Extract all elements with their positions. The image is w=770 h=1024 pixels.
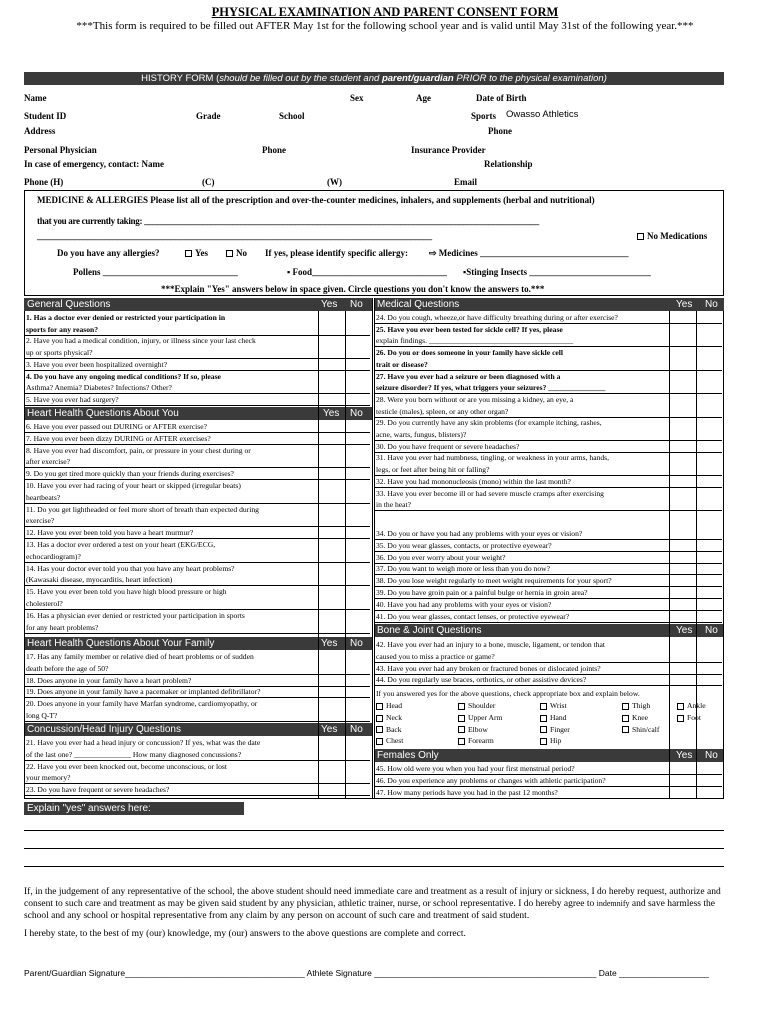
question-text: 25. Have you ever been tested for sickle cell? If yes, please <box>376 324 563 334</box>
allergy-specify: If yes, please identify specific allergy: <box>265 248 408 258</box>
question-text: of the last one? _______________ How many diagnosed concussions? <box>26 749 242 759</box>
question-text: your memory? <box>26 773 71 783</box>
body-part-option[interactable] <box>540 725 570 735</box>
pollens-field[interactable]: Pollens ______________________________ <box>73 267 238 277</box>
question-text: 5. Have you ever had surgery? <box>26 394 119 404</box>
email-label[interactable]: Email <box>454 177 478 187</box>
question-text: 8. Have you ever had discomfort, pain, or pressure in your chest during or <box>26 445 251 455</box>
body-part-option[interactable] <box>458 736 494 746</box>
heart-questions-header <box>24 407 372 420</box>
question-text: after exercise? <box>26 457 71 467</box>
body-part-label: Forearm <box>468 736 494 746</box>
body-part-label: Thigh <box>632 701 651 710</box>
row-divider <box>24 405 370 406</box>
history-bar-text-d: PRIOR to the physical examination) <box>456 73 607 84</box>
body-part-option[interactable] <box>677 713 701 723</box>
body-part-label: Hand <box>550 712 567 722</box>
history-bar-text-b: should be filled out by the student and <box>219 73 380 84</box>
body-part-checkbox[interactable] <box>622 715 629 722</box>
question-text: 15. Have you ever been told you have high blood pressure or high <box>26 587 227 597</box>
no-meds-checkbox[interactable] <box>637 233 644 240</box>
question-text: 1. Has a doctor ever denied or restricted your participation in <box>26 313 226 322</box>
yes-col: Yes <box>321 724 338 735</box>
meds-line1: MEDICINE & ALLERGIES Please list all of the prescription and over-the-counter medicines, inhalers, and supplements (herbal and nutritional) <box>37 195 595 205</box>
family-questions-header <box>24 637 372 650</box>
body-part-label: Upper Arm <box>468 712 503 722</box>
body-part-option[interactable] <box>622 725 659 735</box>
physician-label[interactable]: Personal Physician <box>24 145 97 155</box>
question-text: 46. Do you experience any problems or changes with athletic participation? <box>376 775 606 785</box>
insects-field[interactable] <box>463 267 651 277</box>
frame-line <box>345 311 346 798</box>
no-col: No <box>705 299 718 310</box>
yes-col: Yes <box>676 625 693 636</box>
explain-yes-header: Explain "yes" answers here: <box>24 802 244 815</box>
allergy-yes-option[interactable] <box>185 248 208 258</box>
body-part-label: Head <box>386 701 403 710</box>
body-part-intro: If you answered yes for the above questions, check appropriate box and explain below. <box>376 689 640 698</box>
sports-label[interactable]: Sports <box>471 111 497 121</box>
question-text: seizure disorder? If yes, what triggers your seizures? _______________ <box>376 383 606 393</box>
body-part-label: Elbow <box>468 724 488 734</box>
body-part-checkbox[interactable] <box>540 703 547 710</box>
question-text: 29. Do you currently have any skin problems (for example itching, rashes, <box>376 418 602 428</box>
no-col: No <box>350 724 363 735</box>
question-text: 23. Do you have frequent or severe headaches? <box>26 785 170 795</box>
insects-text: Stinging Insects ___________________________ <box>466 267 651 277</box>
heart-title: Heart Health Questions About You <box>27 408 179 419</box>
family-title: Heart Health Questions About Your Family <box>27 638 215 649</box>
phone-label[interactable]: Phone <box>488 126 513 136</box>
medicines-text: Medicines _________________________________ <box>438 248 629 258</box>
question-text: long Q-T? <box>26 711 58 720</box>
bone-joint-header <box>374 624 724 637</box>
allergy-yes-text: Yes <box>195 248 208 258</box>
question-text: explain findings. ______________________________________ <box>376 336 574 346</box>
body-part-checkbox[interactable] <box>458 715 465 722</box>
frame-line <box>372 298 373 798</box>
question-text: legs, or feet after being hit or falling? <box>376 465 490 475</box>
grade-label[interactable]: Grade <box>196 111 221 121</box>
body-part-checkbox[interactable] <box>376 703 383 710</box>
question-text: 17. Has any family member or relative died of heart problems or of sudden <box>26 652 254 661</box>
question-text: 38. Do you lose weight regularly to meet weight requirements for your sport? <box>376 576 612 586</box>
question-text: testicle (males), spleen, or any other organ? <box>376 406 509 416</box>
question-text: 28. Were you born without or are you missing a kidney, an eye, a <box>376 394 574 404</box>
body-part-label: Shin/calf <box>632 724 660 734</box>
statement-paragraph: I hereby state, to the best of my (our) knowledge, my (our) answers to the above questions are complete and correct. <box>24 929 466 939</box>
question-text: 42. Have you ever had an injury to a bone, muscle, ligament, or tendon that <box>376 640 606 649</box>
no-medications-option[interactable] <box>637 231 707 241</box>
school-label[interactable]: School <box>279 111 305 121</box>
question-text: death before the age of 50? <box>26 663 109 673</box>
question-text: 32. Have you had mononucleosis (mono) within the last month? <box>376 476 571 486</box>
question-text: trait or disease? <box>376 359 428 369</box>
question-text: 18. Does anyone in your family have a heart problem? <box>26 675 192 685</box>
question-text: 26. Do you or does someone in your family have sickle cell <box>376 348 564 358</box>
question-text: 6. Have you ever passed out DURING or AFTER exercise? <box>26 422 207 431</box>
food-text: Food______________________________ <box>292 267 447 277</box>
no-col: No <box>350 408 363 419</box>
body-part-checkbox[interactable] <box>458 726 465 733</box>
no-meds-text: No Medications <box>647 231 708 241</box>
form-subtitle: ***This form is required to be filled out AFTER May 1st for the following school year and is valid until May 31st of the following year.*** <box>76 20 694 32</box>
address-label[interactable]: Address <box>24 126 56 136</box>
allergy-no-option[interactable] <box>226 248 247 258</box>
body-part-option[interactable] <box>376 736 403 746</box>
body-part-checkbox[interactable] <box>540 715 547 722</box>
body-part-checkbox[interactable] <box>376 726 383 733</box>
physician-phone-label[interactable]: Phone <box>262 145 287 155</box>
frame-line <box>723 311 724 798</box>
bone-title: Bone & Joint Questions <box>377 625 482 636</box>
student-id-label[interactable]: Student ID <box>24 111 67 121</box>
body-part-option[interactable] <box>540 713 566 723</box>
question-text: 33. Have you ever become ill or had severe muscle cramps after exercising <box>376 488 604 498</box>
bullet-icon: ▪ <box>287 267 291 277</box>
row-divider <box>24 795 370 796</box>
question-text: 44. Do you regularly use braces, orthotics, or other assistive devices? <box>376 675 587 685</box>
question-text: 45. How old were you when you had your first menstrual period? <box>376 764 575 773</box>
consent-indemnify: indemnify <box>596 899 630 908</box>
row-divider <box>374 510 722 511</box>
question-text: 36. Do you ever worry about your weight? <box>376 552 506 562</box>
phone-work-label[interactable]: (W) <box>327 177 342 187</box>
question-text: 37. Do you want to weigh more or less than you do now? <box>376 564 550 574</box>
question-text: up or sports physical? <box>26 348 93 358</box>
form-title: PHYSICAL EXAMINATION AND PARENT CONSENT FORM <box>211 5 559 19</box>
question-text: 19. Does anyone in your family have a pacemaker or implanted defibrillator? <box>26 687 261 697</box>
body-part-option[interactable] <box>677 701 706 711</box>
question-text: 30. Do you have frequent or severe headaches? <box>376 441 520 451</box>
question-text: 14. Has your doctor ever told you that you have any heart problems? <box>26 563 235 573</box>
question-text: 11. Do you get lightheaded or feel more short of breath than expected during <box>26 504 259 514</box>
body-part-option[interactable] <box>458 713 502 723</box>
body-part-option[interactable] <box>540 736 561 746</box>
general-title: General Questions <box>27 299 111 310</box>
no-col: No <box>350 299 363 310</box>
frame-line <box>24 311 25 798</box>
history-bar-text-a: HISTORY FORM ( <box>141 73 220 84</box>
relationship-label[interactable]: Relationship <box>484 159 533 169</box>
body-part-option[interactable] <box>622 701 650 711</box>
explain-line-1[interactable] <box>24 830 724 831</box>
body-part-checkbox[interactable] <box>458 703 465 710</box>
question-text: 22. Have you ever been knocked out, become unconscious, or lost <box>26 761 227 771</box>
question-text: 10. Have you ever had racing of your heart or skipped (irregular beats) <box>26 481 241 490</box>
body-part-label: Back <box>386 724 402 734</box>
question-text: sports for any reason? <box>26 324 99 334</box>
body-part-label: Foot <box>687 712 701 722</box>
explain-line-2[interactable] <box>24 848 724 849</box>
allergy-no-text: No <box>236 248 247 258</box>
medical-title: Medical Questions <box>377 299 460 310</box>
question-text: 7. Have you ever been dizzy DURING or AFTER exercises? <box>26 433 211 443</box>
question-text: 34. Do you or have you had any problems with your eyes or vision? <box>376 529 583 538</box>
body-part-option[interactable] <box>376 725 402 735</box>
yes-col: Yes <box>676 299 693 310</box>
name-label[interactable]: Name <box>24 93 47 103</box>
question-text: 2. Have you had a medical condition, injury, or illness since your last check <box>26 336 256 346</box>
question-text: 24. Do you cough, wheeze,or have difficulty breathing during or after exercise? <box>376 313 618 322</box>
history-bar-text-c: parent/guardian <box>381 73 454 84</box>
body-part-checkbox[interactable] <box>677 703 684 710</box>
body-part-option[interactable] <box>376 701 402 711</box>
body-part-checkbox[interactable] <box>458 738 465 745</box>
question-text: 43. Have you ever had any broken or fractured bones or dislocated joints? <box>376 663 601 673</box>
consent-end: and save harmless the school and any school or hospital representative from any claim by any person on account of such care and treatment of said student. <box>24 899 715 921</box>
question-text: 35. Do you wear glasses, contacts, or protective eyewear? <box>376 540 552 550</box>
row-divider <box>374 798 722 799</box>
explain-line-3[interactable] <box>24 866 724 867</box>
body-part-label: Neck <box>386 712 403 722</box>
row-divider <box>374 622 722 623</box>
medicines-field[interactable] <box>429 248 629 259</box>
concussion-title: Concussion/Head Injury Questions <box>27 724 181 735</box>
body-part-checkbox[interactable] <box>622 726 629 733</box>
question-text: 4. Do you have any ongoing medical conditions? If so, please <box>26 371 221 381</box>
meds-line3[interactable]: ______________________________________________________________________________________________ <box>37 231 432 241</box>
frame-line <box>318 311 319 798</box>
body-part-option[interactable] <box>458 701 495 711</box>
sports-value[interactable]: Owasso Athletics <box>506 109 579 120</box>
frame-line <box>374 298 375 798</box>
yes-col: Yes <box>321 638 338 649</box>
body-part-option[interactable] <box>540 701 567 711</box>
question-text: in the heat? <box>376 500 411 510</box>
question-text: (Kawasaki disease, myocarditis, heart infection) <box>26 575 173 585</box>
signature-lines[interactable]: Parent/Guardian Signature______________________________________ Athlete Signature _______________________________________________ Date ___________________ <box>24 968 709 978</box>
allergy-question: Do you have any allergies? <box>57 248 160 258</box>
body-part-checkbox[interactable] <box>540 738 547 745</box>
no-col: No <box>705 750 718 761</box>
body-part-checkbox[interactable] <box>376 738 383 745</box>
allergy-yes-checkbox[interactable] <box>185 250 192 257</box>
body-part-option[interactable] <box>622 713 648 723</box>
question-text: 31. Have you ever had numbness, tingling, or weakness in your arms, hands, <box>376 453 610 463</box>
yes-col: Yes <box>323 408 340 419</box>
question-text: 12. Have you ever been told you have a heart murmur? <box>26 528 194 538</box>
question-text: cholesterol? <box>26 599 63 608</box>
question-text: 39. Do you have groin pain or a painful bulge or hernia in groin area? <box>376 588 588 597</box>
arrow-icon: ⇨ <box>429 248 437 258</box>
body-part-option[interactable] <box>376 713 402 723</box>
medicine-allergies-box <box>24 190 724 296</box>
body-part-label: Chest <box>386 736 404 746</box>
question-text: echocardiogram)? <box>26 551 81 561</box>
row-divider <box>24 633 370 634</box>
phone-cell-label[interactable]: (C) <box>202 177 215 187</box>
medical-questions-header <box>374 298 724 311</box>
question-text: 20. Does anyone in your family have Marfan syndrome, cardiomyopathy, or <box>26 699 258 709</box>
yes-col: Yes <box>676 750 693 761</box>
question-text: 41. Do you wear glasses, contact lenses, or protective eyewear? <box>376 611 570 621</box>
body-part-option[interactable] <box>458 725 488 735</box>
meds-line2[interactable]: that you are currently taking: ______________________________________________________________________________________________ <box>37 216 539 226</box>
concussion-questions-header <box>24 723 372 736</box>
body-part-label: Hip <box>550 736 562 746</box>
no-col: No <box>350 638 363 649</box>
dob-label[interactable]: Date of Birth <box>476 93 527 103</box>
frame-line <box>696 311 697 798</box>
yes-col: Yes <box>321 299 338 310</box>
bullet-icon: ▪ <box>463 267 467 277</box>
general-questions-header <box>24 298 372 311</box>
question-text: for any heart problems? <box>26 622 99 632</box>
age-label[interactable]: Age <box>416 93 431 103</box>
body-part-checkbox[interactable] <box>677 715 684 722</box>
females-title: Females Only <box>377 750 439 761</box>
question-text: 47. How many periods have you had in the past 12 months? <box>376 787 558 797</box>
consent-paragraph <box>24 886 734 922</box>
question-text: 27. Have you ever had a seizure or been diagnosed with a <box>376 371 561 381</box>
row-divider <box>374 685 722 686</box>
body-part-checkbox[interactable] <box>540 726 547 733</box>
question-text: Asthma? Anemia? Diabetes? Infections? Other? <box>26 383 172 393</box>
body-part-label: Ankle <box>687 701 706 710</box>
explain-instructions: ***Explain "Yes" answers below in space given. Circle questions you don't know the answers to.*** <box>161 284 545 294</box>
question-text: heartbeats? <box>26 492 61 502</box>
insurance-label[interactable]: Insurance Provider <box>411 145 486 155</box>
question-text: 40. Have you had any problems with your eyes or vision? <box>376 599 552 609</box>
question-text: 9. Do you get tired more quickly than your friends during exercises? <box>26 469 234 479</box>
allergy-no-checkbox[interactable] <box>226 250 233 257</box>
food-field[interactable] <box>287 267 447 277</box>
question-text: exercise? <box>26 516 55 526</box>
frame-line <box>669 311 670 798</box>
body-part-label: Finger <box>550 724 570 734</box>
body-part-checkbox[interactable] <box>376 715 383 722</box>
consent-text: If, in the judgement of any representative of the school, the above student should need immediate care and treatment as a result of injury or sickness, I do hereby request, authorize and consent to such care and treatment as may be given said student by any physician, athletic trainer, nurse, or school representative. I do hereby agree to <box>24 887 721 909</box>
emergency-contact-label[interactable]: In case of emergency, contact: Name <box>24 159 164 169</box>
no-col: No <box>705 625 718 636</box>
body-part-label: Shoulder <box>468 701 496 710</box>
question-text: caused you to miss a practice or game? <box>376 651 495 661</box>
body-part-label: Knee <box>632 712 649 722</box>
question-text: 16. Has a physician ever denied or restricted your participation in sports <box>26 610 245 620</box>
body-part-checkbox[interactable] <box>622 703 629 710</box>
sex-label[interactable]: Sex <box>350 93 364 103</box>
row-divider <box>24 721 370 722</box>
body-part-label: Wrist <box>550 701 567 710</box>
females-only-header <box>374 749 724 762</box>
question-text: 3. Have you ever been hospitalized overnight? <box>26 359 168 369</box>
question-text: acne, warts, fungus, blisters)? <box>376 430 467 439</box>
phone-home-label[interactable]: Phone (H) <box>24 177 64 187</box>
history-form-bar <box>24 72 724 85</box>
question-text: 21. Have you ever had a head injury or concussion? If yes, what was the date <box>26 738 261 747</box>
question-text: 13. Has a doctor ever ordered a test on your heart (EKG/ECG, <box>26 540 216 549</box>
